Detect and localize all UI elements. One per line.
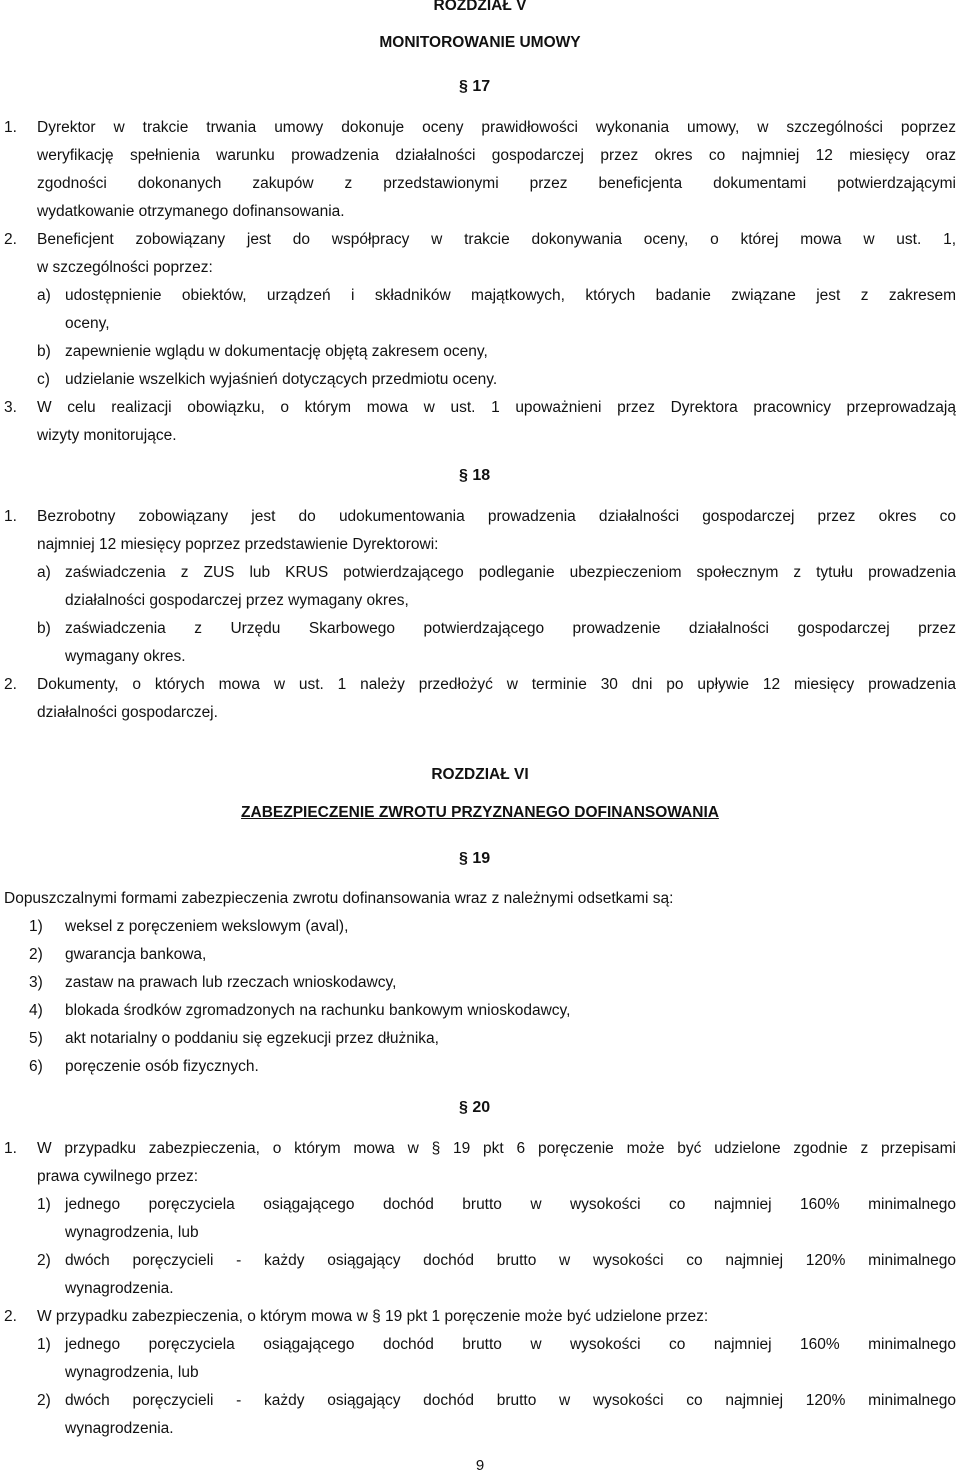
s18-p2-number: 2.: [4, 676, 17, 693]
s17-p1-line: zgodności dokonanych zakupów z przedstawionymi przez beneficjenta dokumentami potwierdzającymi: [37, 175, 956, 192]
s17-item-b-line: zapewnienie wglądu w dokumentację objętą zakresem oceny,: [65, 343, 488, 360]
s20-p1-item-line: wynagrodzenia, lub: [65, 1224, 199, 1241]
s17-item-a-label: a): [37, 287, 51, 304]
s17-p2-line: w szczególności poprzez:: [37, 259, 213, 276]
s17-p3-line: wizyty monitorujące.: [37, 427, 177, 444]
s18-p1-line: Bezrobotny zobowiązany jest do udokumentowania prowadzenia działalności gospodarczej przez okres co: [37, 508, 956, 525]
s20-p2-item-line: wynagrodzenia, lub: [65, 1364, 199, 1381]
s20-p2-line: W przypadku zabezpieczenia, o którym mowa w § 19 pkt 1 poręczenie może być udzielone przez:: [37, 1308, 709, 1325]
s20-p1-item-line: dwóch poręczycieli - każdy osiągający dochód brutto w wysokości co najmniej 120% minimalnego: [65, 1252, 956, 1269]
s17-p3-line: W celu realizacji obowiązku, o którym mowa w ust. 1 upoważnieni przez Dyrektora pracownicy przeprowadzają: [37, 399, 956, 416]
s17-p2-line: Beneficjent zobowiązany jest do współpracy w trakcie dokonywania oceny, o której mowa w ust. 1,: [37, 231, 956, 248]
chapter-title: MONITOROWANIE UMOWY: [379, 34, 581, 51]
section-19-mark: § 19: [459, 850, 491, 867]
s20-p2-number: 2.: [4, 1308, 17, 1325]
section-17-mark: § 17: [459, 78, 491, 95]
s20-p1-item-line: wynagrodzenia.: [65, 1280, 174, 1297]
s20-p1-item-line: jednego poręczyciela osiągającego dochód brutto w wysokości co najmniej 160% minimalnego: [65, 1196, 956, 1213]
s17-p2-number: 2.: [4, 231, 17, 248]
s19-item-number: 1): [29, 918, 43, 935]
s18-item-b-line: zaświadczenia z Urzędu Skarbowego potwierdzającego prowadzenie działalności gospodarczej przez: [65, 620, 956, 637]
s20-p2-item-line: dwóch poręczycieli - każdy osiągający dochód brutto w wysokości co najmniej 120% minimalnego: [65, 1392, 956, 1409]
chapter-heading: ROZDZIAŁ V: [433, 0, 527, 14]
s17-p1-line: weryfikację spełnienia warunku prowadzenia działalności gospodarczej przez okres co najmniej 12 miesięcy oraz: [37, 147, 956, 164]
s17-item-c-label: c): [37, 371, 50, 388]
s19-item-number: 4): [29, 1002, 43, 1019]
s17-p1-number: 1.: [4, 119, 17, 136]
s18-p1-number: 1.: [4, 508, 17, 525]
s18-p1-line: najmniej 12 miesięcy poprzez przedstawienie Dyrektorowi:: [37, 536, 439, 553]
s20-p1-line: W przypadku zabezpieczenia, o którym mowa w § 19 pkt 6 poręczenie może być udzielone zgodnie z przepisami: [37, 1140, 956, 1157]
s17-p3-number: 3.: [4, 399, 17, 416]
s19-item-text: akt notarialny o poddaniu się egzekucji przez dłużnika,: [65, 1030, 439, 1047]
s19-item-text: blokada środków zgromadzonych na rachunku bankowym wnioskodawcy,: [65, 1002, 571, 1019]
s17-item-a-line: udostępnienie obiektów, urządzeń i składników majątkowych, których badanie związane jest z zakresem: [65, 287, 956, 304]
s20-p1-number: 1.: [4, 1140, 17, 1157]
s17-item-a-line: oceny,: [65, 315, 110, 332]
s17-p1-line: Dyrektor w trakcie trwania umowy dokonuje oceny prawidłowości wykonania umowy, w szczególności poprzez: [37, 119, 956, 136]
section-18-mark: § 18: [459, 467, 491, 484]
s19-item-text: gwarancja bankowa,: [65, 946, 207, 963]
s20-p2-item-number: 2): [37, 1392, 51, 1409]
s19-item-number: 5): [29, 1030, 43, 1047]
s20-p2-item-line: wynagrodzenia.: [65, 1420, 174, 1437]
s19-item-number: 6): [29, 1058, 43, 1075]
s19-item-text: weksel z poręczeniem wekslowym (aval),: [65, 918, 349, 935]
s18-item-a-label: a): [37, 564, 51, 581]
s19-item-number: 3): [29, 974, 43, 991]
s20-p1-line: prawa cywilnego przez:: [37, 1168, 199, 1185]
s19-item-number: 2): [29, 946, 43, 963]
s18-item-a-line: zaświadczenia z ZUS lub KRUS potwierdzającego podleganie ubezpieczeniom społecznym z tytułu prowadzenia: [65, 564, 956, 581]
s18-item-b-label: b): [37, 620, 51, 637]
s18-item-a-line: działalności gospodarczej przez wymagany okres,: [65, 592, 409, 609]
s17-item-c-line: udzielanie wszelkich wyjaśnień dotyczących przedmiotu oceny.: [65, 371, 498, 388]
s18-p2-line: Dokumenty, o których mowa w ust. 1 należy przedłożyć w terminie 30 dni po upływie 12 miesięcy prowadzenia: [37, 676, 956, 693]
s20-p1-item-number: 2): [37, 1252, 51, 1269]
s18-p2-line: działalności gospodarczej.: [37, 704, 218, 721]
s17-p1-line: wydatkowanie otrzymanego dofinansowania.: [37, 203, 345, 220]
s19-item-text: zastaw na prawach lub rzeczach wnioskodawcy,: [65, 974, 397, 991]
section-20-mark: § 20: [459, 1099, 491, 1116]
s17-item-b-label: b): [37, 343, 51, 360]
chapter-heading: ROZDZIAŁ VI: [431, 766, 529, 783]
s20-p2-item-line: jednego poręczyciela osiągającego dochód brutto w wysokości co najmniej 160% minimalnego: [65, 1336, 956, 1353]
s19-intro: Dopuszczalnymi formami zabezpieczenia zwrotu dofinansowania wraz z należnymi odsetkami są:: [4, 890, 674, 907]
page-number: 9: [475, 1457, 485, 1474]
s18-item-b-line: wymagany okres.: [65, 648, 186, 665]
s19-item-text: poręczenie osób fizycznych.: [65, 1058, 259, 1075]
chapter-title: ZABEZPIECZENIE ZWROTU PRZYZNANEGO DOFINANSOWANIA: [241, 804, 719, 821]
s20-p2-item-number: 1): [37, 1336, 51, 1353]
s20-p1-item-number: 1): [37, 1196, 51, 1213]
